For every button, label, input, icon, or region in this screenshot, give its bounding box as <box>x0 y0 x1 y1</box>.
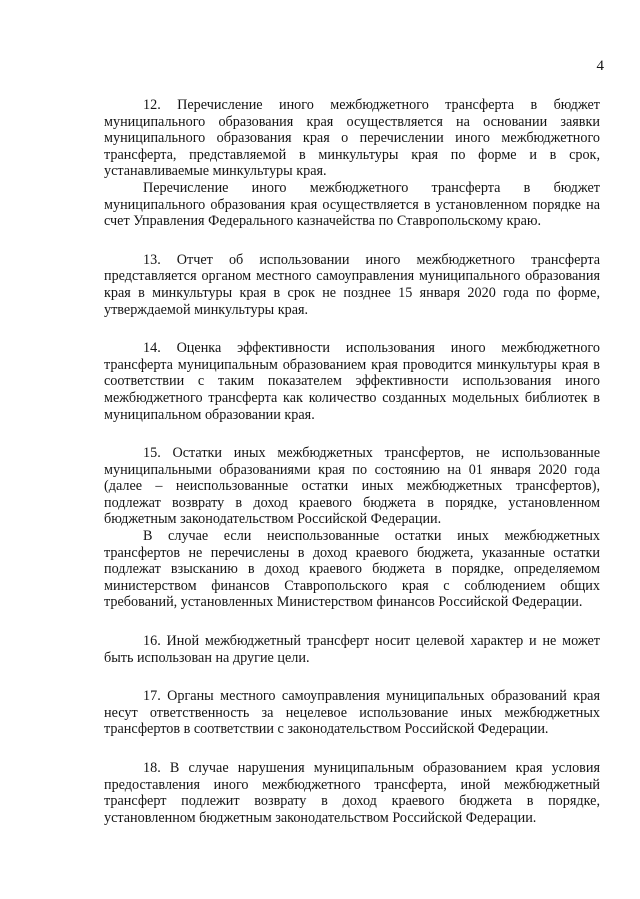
paragraph-15: 15. Остатки иных межбюджетных трансфертов, не использованные муниципальными образованиями края по состоянию на 01 января 2020 года (далее – неиспользованные остатки иных межбюджетных трансфертов), подлежат возврату в доход краевого бюджета в порядке, установленном бюджетным законодательством Российской Федерации. <box>104 445 600 528</box>
page-number: 4 <box>596 58 604 74</box>
paragraph-16: 16. Иной межбюджетный трансферт носит целевой характер и не может быть использован на другие цели. <box>104 633 600 666</box>
paragraph-13: 13. Отчет об использовании иного межбюджетного трансферта представляется органом местного самоуправления муниципального образования края в минкультуры края в срок не позднее 15 января 2020 года по форме, утверждаемой минкультуры края. <box>104 251 600 318</box>
paragraph-17: 17. Органы местного самоуправления муниципальных образований края несут ответственность за нецелевое использование иных межбюджетных трансфертов в соответствии с законодательством Российской Федерации. <box>104 688 600 738</box>
paragraph-12-continued: Перечисление иного межбюджетного трансферта в бюджет муниципального образования края осуществляется в установленном порядке на счет Управления Федерального казначейства по Ставропольскому краю. <box>104 179 600 230</box>
paragraph-12: 12. Перечисление иного межбюджетного трансферта в бюджет муниципального образования края осуществляется на основании заявки муниципального образования края о перечислении иного межбюджетного трансферта, представляемой в минкультуры края по форме и в срок, устанавливаемые минкультуры края. <box>104 97 600 180</box>
paragraph-18: 18. В случае нарушения муниципальным образованием края условия предоставления иного межбюджетного трансферта, иной межбюджетный трансферт подлежит возврату в доход краевого бюджета в порядке, установленном бюджетным законодательством Российской Федерации. <box>104 760 600 826</box>
document-body <box>104 97 600 826</box>
paragraph-14: 14. Оценка эффективности использования иного межбюджетного трансферта муниципальным образованием края проводится минкультуры края в соответствии с таким показателем эффективности использования иного межбюджетного трансферта как количество созданных модельных библиотек в муниципальном образовании края. <box>104 340 600 423</box>
paragraph-15-continued: В случае если неиспользованные остатки иных межбюджетных трансфертов не перечислены в доход краевого бюджета, указанные остатки подлежат взысканию в доход краевого бюджета в порядке, определяемом министерством финансов Ставропольского края с соблюдением общих требований, установленных Министерством финансов Российской Федерации. <box>104 528 600 611</box>
